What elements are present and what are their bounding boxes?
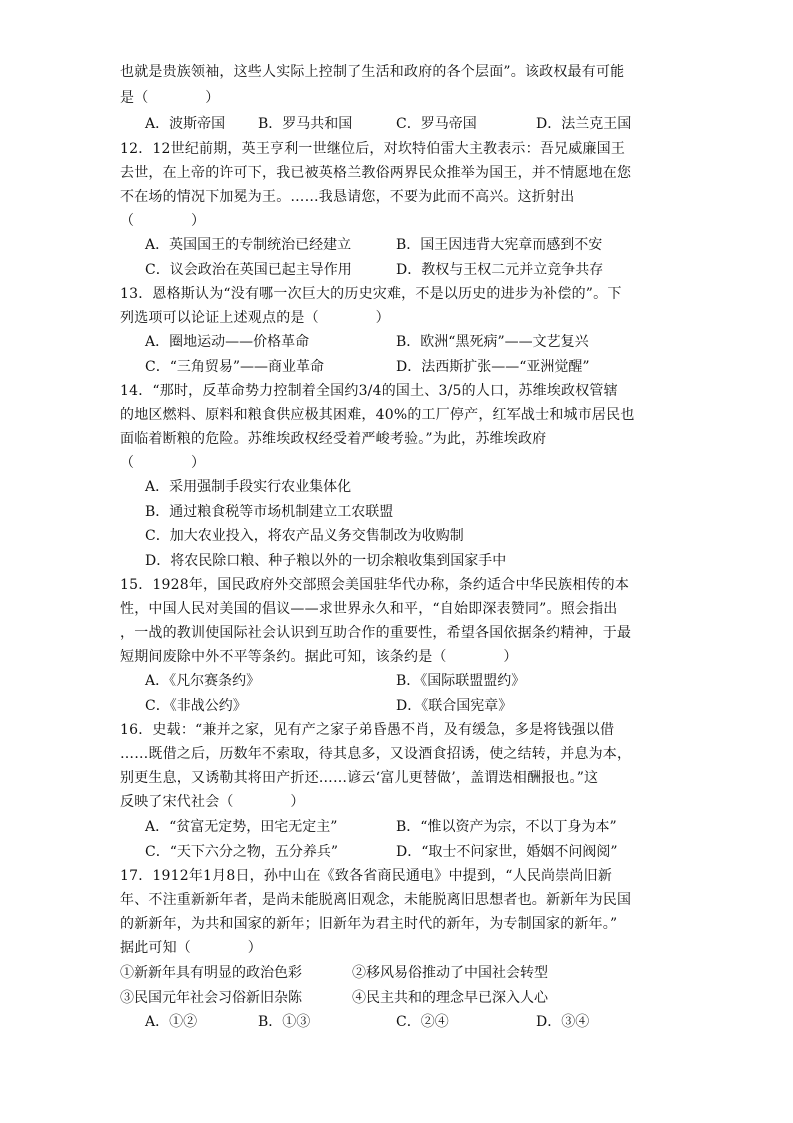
q14-stem-line-2: 的地区燃料、原料和粮食供应极其困难，40%的工厂停产，红军战士和城市居民也 — [120, 407, 635, 423]
q12-stem-line-2: 去世，在上帝的许可下，我已被英格兰教俗两界民众推举为国王，并不情愿地在您 — [120, 165, 632, 181]
q17-stem-line-3: 的新新年，为共和国家的新年；旧新年为君主时代的新年，为专制国家的新年。” — [120, 916, 618, 932]
q15-stem-line-1: 15．1928年，国民政府外交部照会美国驻华代办称，条约适合中华民族相传的本 — [120, 577, 630, 593]
q14-stem-line-3: 面临着断粮的危险。苏维埃政权经受着严峻考验。”为此，苏维埃政府 — [120, 431, 547, 447]
q15-option-a[interactable]: A．《凡尔赛条约》 — [145, 673, 261, 689]
q13-option-d[interactable]: D．法西斯扩张——“亚洲觉醒” — [396, 359, 590, 375]
q11-option-a[interactable]: A．波斯帝国 — [145, 116, 226, 132]
q12-stem-line-1: 12．12世纪前期，英王亨利一世继位后，对坎特伯雷大主教表示：吾兄威廉国王 — [120, 141, 626, 157]
q14-option-d[interactable]: D．将农民除口粮、种子粮以外的一切余粮收集到国家手中 — [145, 553, 507, 569]
q12-option-d[interactable]: D．教权与王权二元并立竞争共存 — [396, 262, 604, 278]
q12-option-a[interactable]: A．英国国王的专制统治已经建立 — [145, 237, 352, 253]
q13-stem-line-2: 列选项可以论证上述观点的是（ ） — [120, 310, 390, 326]
q11-option-c[interactable]: C．罗马帝国 — [396, 116, 477, 132]
q15-stem-line-4: 短期间废除中外不平等条约。据此可知，该条约是（ ） — [120, 649, 518, 665]
q16-option-d[interactable]: D．“取士不问家世，婚姻不问阀阅” — [396, 844, 618, 860]
q12-stem-line-4: （ ） — [120, 213, 206, 229]
q17-statement-2: ②移风易俗推动了中国社会转型 — [352, 965, 548, 981]
q15-stem-line-2: 性，中国人民对美国的倡议——求世界永久和平，“自始即深表赞同”。照会指出 — [120, 601, 618, 617]
q17-statement-4: ④民主共和的理念早已深入人心 — [352, 990, 548, 1006]
q13-option-a[interactable]: A．圈地运动——价格革命 — [145, 334, 310, 350]
q16-stem-line-2: ……既借之后，历数年不索取，待其息多，又设酒食招诱，使之结转，并息为本， — [120, 746, 632, 762]
q11-option-d[interactable]: D．法兰克王国 — [536, 116, 632, 132]
q17-statement-3: ③民国元年社会习俗新旧杂陈 — [120, 990, 302, 1006]
q15-option-c[interactable]: C．《非战公约》 — [145, 698, 247, 714]
q11-stem-line-1: 也就是贵族领袖，这些人实际上控制了生活和政府的各个层面”。该政权最有可能 — [120, 64, 625, 80]
q15-option-d[interactable]: D．《联合国宪章》 — [396, 698, 513, 714]
q17-option-d[interactable]: D．③④ — [536, 1014, 590, 1030]
q12-stem-line-3: 不在场的情况下加冕为王。……我恳请您，不要为此而不高兴。这折射出 — [120, 189, 575, 205]
q16-stem-line-1: 16．史载：“兼并之家，见有产之家子弟昏愚不肖，及有缓急，多是将钱强以借 — [120, 722, 615, 738]
q13-option-c[interactable]: C．“三角贸易”——商业革命 — [145, 359, 325, 375]
q16-stem-line-4: 反映了宋代社会（ ） — [120, 794, 305, 810]
q12-option-b[interactable]: B．国王因违背大宪章而感到不安 — [396, 237, 603, 253]
q17-statement-1: ①新新年具有明显的政治色彩 — [120, 965, 302, 981]
q17-stem-line-2: 年、不注重新新年者，是尚未能脱离旧观念，未能脱离旧思想者也。新新年为民国 — [120, 892, 632, 908]
q17-option-c[interactable]: C．②④ — [396, 1014, 449, 1030]
q13-stem-line-1: 13．恩格斯认为“没有哪一次巨大的历史灾难，不是以历史的进步为补偿的”。下 — [120, 286, 622, 302]
q16-option-a[interactable]: A．“贫富无定势，田宅无定主” — [145, 819, 338, 835]
q17-option-a[interactable]: A．①② — [145, 1014, 198, 1030]
q14-option-a[interactable]: A．采用强制手段实行农业集体化 — [145, 479, 352, 495]
q16-option-c[interactable]: C．“天下六分之物，五分养兵” — [145, 844, 339, 860]
q17-option-b[interactable]: B．①③ — [258, 1014, 311, 1030]
q11-stem-line-2: 是（ ） — [120, 90, 220, 106]
q14-stem-line-1: 14．“那时，反革命势力控制着全国约3/4的国土、3/5的人口，苏维埃政权管辖 — [120, 383, 618, 399]
q12-option-c[interactable]: C．议会政治在英国已起主导作用 — [145, 262, 352, 278]
q14-option-c[interactable]: C．加大农业投入，将农产品义务交售制改为收购制 — [145, 528, 464, 544]
q13-option-b[interactable]: B．欧洲“黑死病”——文艺复兴 — [396, 334, 589, 350]
q14-option-b[interactable]: B．通过粮食税等市场机制建立工农联盟 — [145, 504, 394, 520]
q15-stem-line-3: ，一战的教训使国际社会认识到互助合作的重要性，希望各国依据条约精神，于最 — [120, 625, 632, 641]
q17-stem-line-4: 据此可知（ ） — [120, 940, 262, 956]
q15-option-b[interactable]: B．《国际联盟盟约》 — [396, 673, 526, 689]
q16-stem-line-3: 别更生息，又诱勒其将田产折还……谚云‘富儿更替做’，盖谓迭相酬报也。”这 — [120, 770, 599, 786]
q14-stem-line-4: （ ） — [120, 455, 206, 471]
q16-option-b[interactable]: B．“惟以资产为宗，不以丁身为本” — [396, 819, 617, 835]
q11-option-b[interactable]: B．罗马共和国 — [258, 116, 353, 132]
q17-stem-line-1: 17．1912年1月8日，孙中山在《致各省商民通电》中提到，“人民尚崇尚旧新 — [120, 868, 613, 884]
